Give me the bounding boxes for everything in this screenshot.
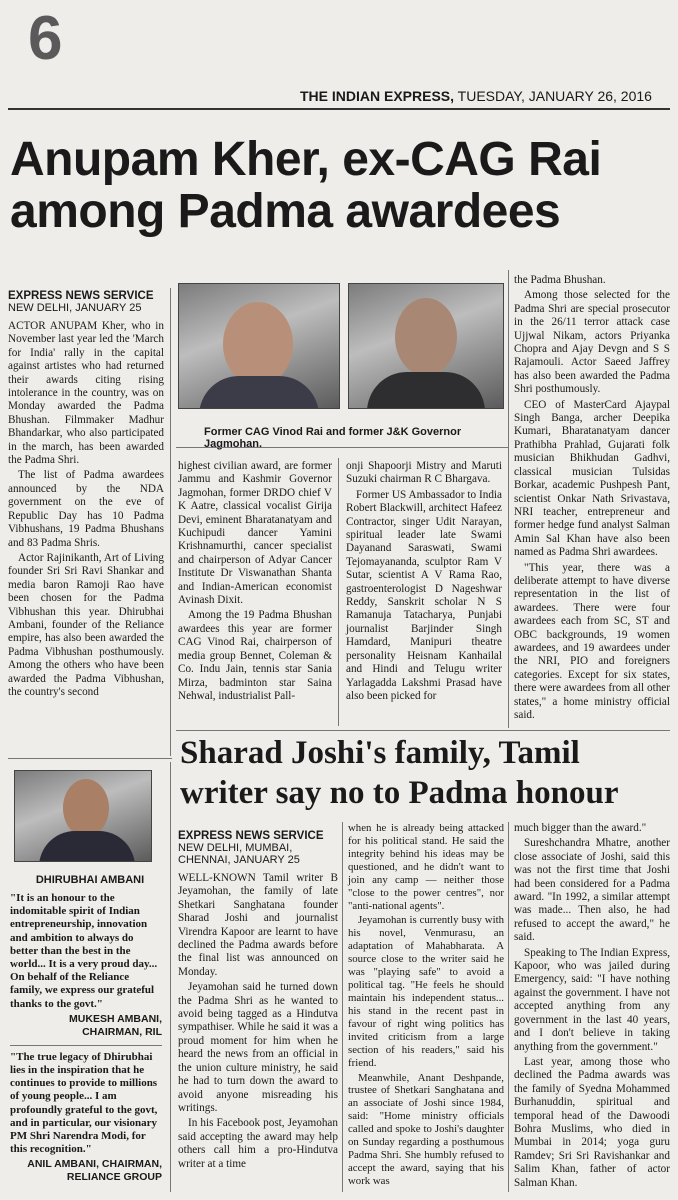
story1-col1-text [8,320,164,699]
attribution-name: MUKESH AMBANI, [69,1012,162,1025]
sidebar-quote-1: "It is an honour to the indomitable spirit of Indian entrepreneurship, innovation and ambition to always do better than the best in the world... It is a very proud day... On behalf of the Reliance family, we express our grateful thanks to the govt." [10,892,158,1010]
paragraph: Last year, among those who declined the Padma awards was the family of Syedna Mohammed Burhanuddin, spiritual and temporal head of the Dawoodi Bohra Muslims, who died in Mumbai in 2014; yoga guru Ramdev; Sri Sri Ravishankar and Salim Khan, father of actor Salman Khan. [514,1055,670,1189]
story2-column-2 [348,822,504,1190]
story2-col1-text [178,872,338,1171]
paragraph: WELL-KNOWN Tamil writer B Jeyamohan, the family of late Shetkari Sanghatana founder Sharad Joshi and journalist Virendra Kapoor are learnt to have declined the Padma awards before the final list was announced on Monday. [178,872,338,978]
story1-headline-line2: among Padma awardees [10,185,561,238]
column-divider [508,270,509,728]
masthead-paper: THE INDIAN EXPRESS, [300,88,455,104]
paragraph: Jeyamohan said he turned down the Padma Shri as he wanted to avoid being tagged as a Hindutva sympathiser. While he said it was a proud moment for him when he heard the news from an official in the union culture ministry, he said he had to turn down the award to avoid anyone misreading his writings. [178,981,338,1114]
caption-rule [176,447,508,448]
sidebar-attribution-2 [10,1158,162,1184]
column-divider [170,288,171,756]
story2-dateline: NEW DELHI, MUMBAI, CHENNAI, JANUARY 25 [178,842,300,866]
attribution-name: ANIL AMBANI, CHAIRMAN, [27,1158,162,1171]
story1-column-1 [8,290,164,701]
story2-column-3 [514,822,670,1192]
masthead [300,88,670,104]
paragraph: when he is already being attacked for his political stand. He said the integrity behind his ideas may be questioned, and he didn't want to join any camp — neither those "close to the power centres", nor "anti-national agents". [348,822,504,912]
masthead-rule [8,108,670,110]
page-number: 6 [28,4,63,73]
paragraph: onji Shapoorji Mistry and Maruti Suzuki chairman R C Bhargava. [346,460,502,486]
attribution-title: CHAIRMAN, RIL [82,1025,162,1038]
story2-byline: EXPRESS NEWS SERVICE [178,830,324,842]
paragraph: highest civilian award, are former Jammu and Kashmir Governor Jagmohan, former DRDO chief V K Aatre, classical vocalist Girija Devi, eminent Bharatanatyam and Kuchipudi dancer Yamini Krishnamurthi, cancer specialist and chairperson of Adyar Cancer Institute Dr Viswanathan Shanta and Indian-American economist Avinash Dixit. [178,460,332,607]
paragraph: Actor Rajinikanth, Art of Living founder Sri Sri Ravi Shankar and media baron Ramoji Rao have been chosen for the Padma Vibhushan this year. Dhirubhai Ambani, founder of the Reliance empire, has also been awarded the Padma Vibhushan posthumously. Among the others who have been awarded the Padma Vibhushan, the country's second [8,551,164,698]
paragraph: the Padma Bhushan. [514,274,606,286]
section-rule [8,758,172,759]
paragraph: "This year, there was a deliberate attempt to have diverse representation in the list of awardees. There were four awardees each from SC, ST and OBC backgrounds, 19 women awardees, and 19 awardees under the NRI, PIO and foreigners categories. Except for six states, there were awardees from all other states," a home ministry official said. [514,561,670,721]
photo-vinod-rai [178,283,340,409]
paragraph: The list of Padma awardees announced by the NDA government on the eve of Republic Day has 10 Padma Vibhushans, 19 Padma Bhushans and 83 Padma Shris. [8,469,164,549]
sidebar-quote-2: "The true legacy of Dhirubhai lies in the inspiration that he continues to provide to millions of young people... I am profoundly grateful to the govt, and in particular, our visionary PM Shri Narendra Modi, for this recognition." [10,1050,158,1156]
story1-dateline: NEW DELHI, JANUARY 25 [8,302,142,314]
paragraph: Among the 19 Padma Bhushan awardees this year are former CAG Vinod Rai, chairperson of media group Bennet, Coleman & Co. Indu Jain, tennis star Sania Mirza, badminton star Saina Nehwal, industrialist Pall- [178,609,332,702]
story1-headline [10,134,670,238]
story2-headline-line2: writer say no to Padma honour [180,775,619,811]
story1-byline: EXPRESS NEWS SERVICE [8,290,154,302]
story2-column-1 [178,830,338,1173]
story1-column-3 [346,460,502,705]
column-divider [342,822,343,1192]
paragraph: Jeyamohan is currently busy with his novel, Venmurasu, an adaptation of Mahabharata. A source close to the writer said he was "playing safe" to avoid a political tag. "He feels he should maintain his independent status... his stand in the recent past in favour of right wing politics has invited criticism from a large section of his readers," said his friend. [348,914,504,1069]
sidebar-quotes [10,892,162,1184]
paragraph: Among those selected for the Padma Shri are special prosecutor in the 26/11 terror attack case Ujjwal Nikam, actors Priyanka Chopra and Ajay Devgn and S S Rajamouli. Actor Saeed Jaffrey has also been awarded the Padma Shri posthumously. [514,289,670,396]
paragraph: In his Facebook post, Jeyamohan said accepting the award may help others call him a pro-Hindutva writer at a time [178,1117,338,1170]
section-rule [176,730,670,731]
sidebar-photo-caption: DHIRUBHAI AMBANI [35,874,145,886]
paragraph: Speaking to The Indian Express, Kapoor, who was jailed during Emergency, said: "I have nothing against the government. I have not accepted anything from any government in the last 40 years, and I don't believe in taking anything from the government." [514,946,670,1053]
story2-headline-line1: Sharad Joshi's family, Tamil [180,735,580,771]
story2-headline [180,733,670,813]
story1-column-2 [178,460,332,705]
quote-divider [10,1045,162,1046]
story1-photo-caption: Former CAG Vinod Rai and former J&K Governor Jagmohan. [204,426,462,450]
column-divider [508,822,509,1192]
masthead-date: TUESDAY, JANUARY 26, 2016 [457,88,652,104]
column-divider [170,762,171,1192]
paragraph: Sureshchandra Mhatre, another close associate of Joshi, said this was not the first time that Joshi had been considered for a Padma award. "In 1992, a similar attempt was made... Then also, he had refused to accept the award," he said. [514,837,670,944]
attribution-title: RELIANCE GROUP [66,1171,162,1184]
photo-jagmohan [348,283,504,409]
paragraph: ACTOR ANUPAM Kher, who in November last year led the 'March for India' rally in the capital against artistes who had returned their awards citing rising intolerance in the country, was on Monday awarded the Padma Bhushan. Filmmaker Madhur Bhandarkar, who also participated in the march, has been awarded the Padma Shri. [8,320,164,467]
story1-headline-line1: Anupam Kher, ex-CAG Rai [10,133,602,186]
photo-dhirubhai-ambani [14,770,152,862]
paragraph: Former US Ambassador to India Robert Blackwill, architect Hafeez Contractor, singer Udit Narayan, spiritual leader late Swami Dayanand Saraswati, Swami Tejomayananda, sculptor Ram V Sutar, scientist A V Rama Rao, gastroenterologist D Nageshwar Reddy, Sanskrit scholar N S Ramanuja Tatacharya, Punjabi journalist Barjinder Singh Hamdard, Manipuri theatre personality Heisnam Kanhailal and Hindi and Telugu writer Yarlagadda Lakshmi Prasad have also been picked for [346,488,502,702]
story1-column-4 [514,274,670,724]
paragraph: Meanwhile, Anant Deshpande, trustee of Shetkari Sanghatana and an associate of Joshi since 1984, said: "Home ministry officials called and spoke to Joshi's daughter on Sunday regarding a posthumous Padma Shri. She humbly refused to accept the award, saying that his work was [348,1071,504,1187]
sidebar-attribution-1 [10,1013,162,1039]
column-divider [338,458,339,726]
paragraph: CEO of MasterCard Ajaypal Singh Banga, archer Deepika Kumari, Bharatanatyam dancer Prathibha Prahlad, Gujarati folk musician Bhikhudan Gadhvi, classical musician Tulsidas Borkar, academic Pushpesh Pant, scientist Onkar Nath Srivastava, NRI teacher, entrepreneur and former hedge fund analyst Salman Amin Sal Khan have also been named as Padma Shri awardees. [514,398,670,559]
paragraph: much bigger than the award." [514,822,647,834]
